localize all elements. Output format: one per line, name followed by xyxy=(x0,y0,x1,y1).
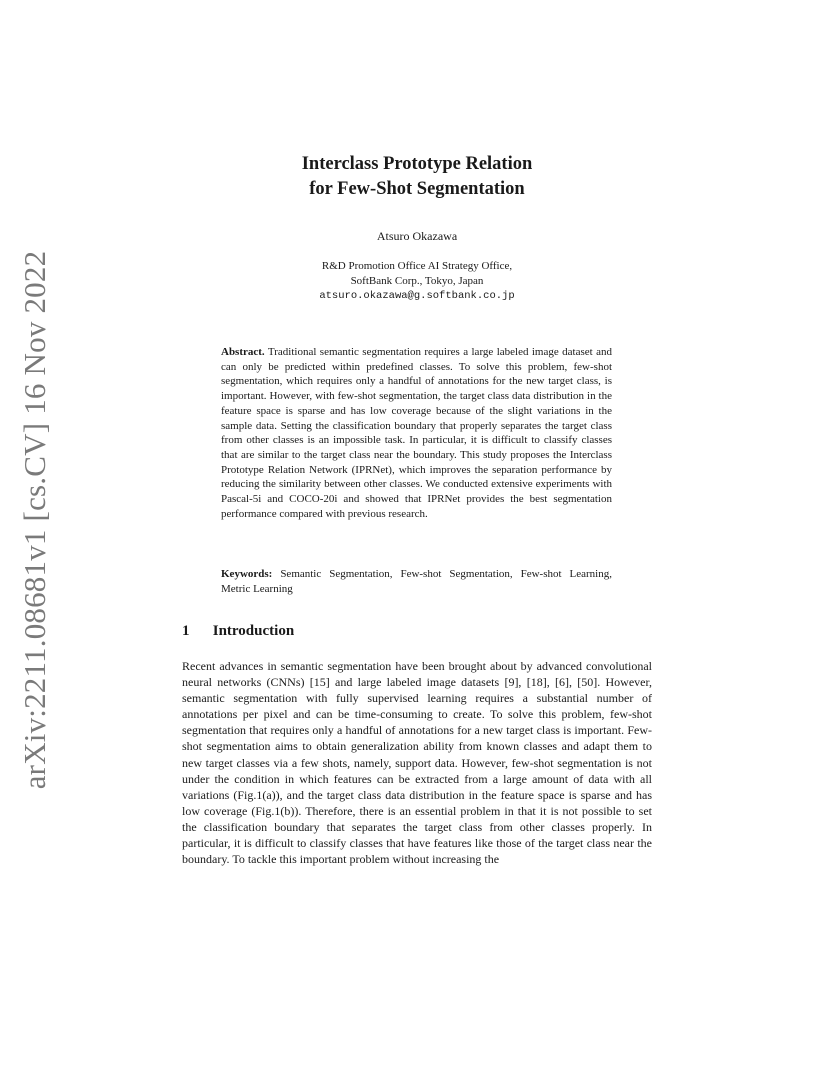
title-line-2: for Few-Shot Segmentation xyxy=(309,179,525,199)
abstract-label: Abstract. xyxy=(221,346,265,358)
affiliation-line-2: SoftBank Corp., Tokyo, Japan xyxy=(350,275,484,287)
section-heading xyxy=(182,623,294,640)
keywords xyxy=(221,567,612,596)
keywords-text: Semantic Segmentation, Few-shot Segmentation, Few-shot Learning, Metric Learning xyxy=(221,568,612,595)
abstract xyxy=(221,345,612,521)
paper-title xyxy=(182,152,652,202)
keywords-label: Keywords: xyxy=(221,568,273,580)
arxiv-side-identifier: arXiv:2211.08681v1 [cs.CV] 16 Nov 2022 xyxy=(17,250,52,790)
abstract-text: Traditional semantic segmentation requires a large labeled image dataset and can only be predicted within predefined classes. To solve this problem, few-shot segmentation, which requires only a handful of annotations for the new target class, is important. However, with few-shot segmentation, the target class data distribution in the feature space is sparse and has low coverage because of the slight variations in the sample data. Setting the classification boundary that properly separates the target class from other classes is an impossible task. In particular, it is difficult to classify classes that are similar to the target class near the boundary. This study proposes the Interclass Prototype Relation Network (IPRNet), which improves the separation performance by reducing the similarity between other classes. We conducted extensive experiments with Pascal-5i and COCO-20i and showed that IPRNet provides the best segmentation performance compared with previous research. xyxy=(221,346,612,520)
title-line-1: Interclass Prototype Relation xyxy=(301,154,533,174)
affiliation-line-1: R&D Promotion Office AI Strategy Office, xyxy=(321,260,513,272)
section-number: 1 xyxy=(182,623,190,639)
introduction-paragraph: Recent advances in semantic segmentation have been brought about by advanced convolutional neural networks (CNNs) [15] and large labeled image datasets [9], [18], [6], [50]. However, semantic segmentation with fully supervised learning requires a substantial number of annotations per pixel and can be time-consuming to create. To solve this problem, few-shot segmentation that requires only a handful of annotations for a new target class is important. Few-shot segmentation aims to obtain generalization ability from known classes and adapt them to new target classes via a few shots, namely, support data. However, few-shot segmentation is not under the condition in which features can be extracted from a large amount of data with all variations (Fig.1(a)), and the target class data distribution in the feature space is sparse and has low coverage (Fig.1(b)). Therefore, there is an essential problem in that it is not possible to set the classification boundary that separates the target class from other classes properly. In particular, it is difficult to classify classes that have features like those of the target class near the boundary. To tackle this important problem without increasing the xyxy=(182,659,652,867)
section-title: Introduction xyxy=(212,623,295,639)
author-email: atsuro.okazawa@g.softbank.co.jp xyxy=(319,290,515,302)
author-name: Atsuro Okazawa xyxy=(376,229,458,243)
affiliation xyxy=(182,259,652,304)
